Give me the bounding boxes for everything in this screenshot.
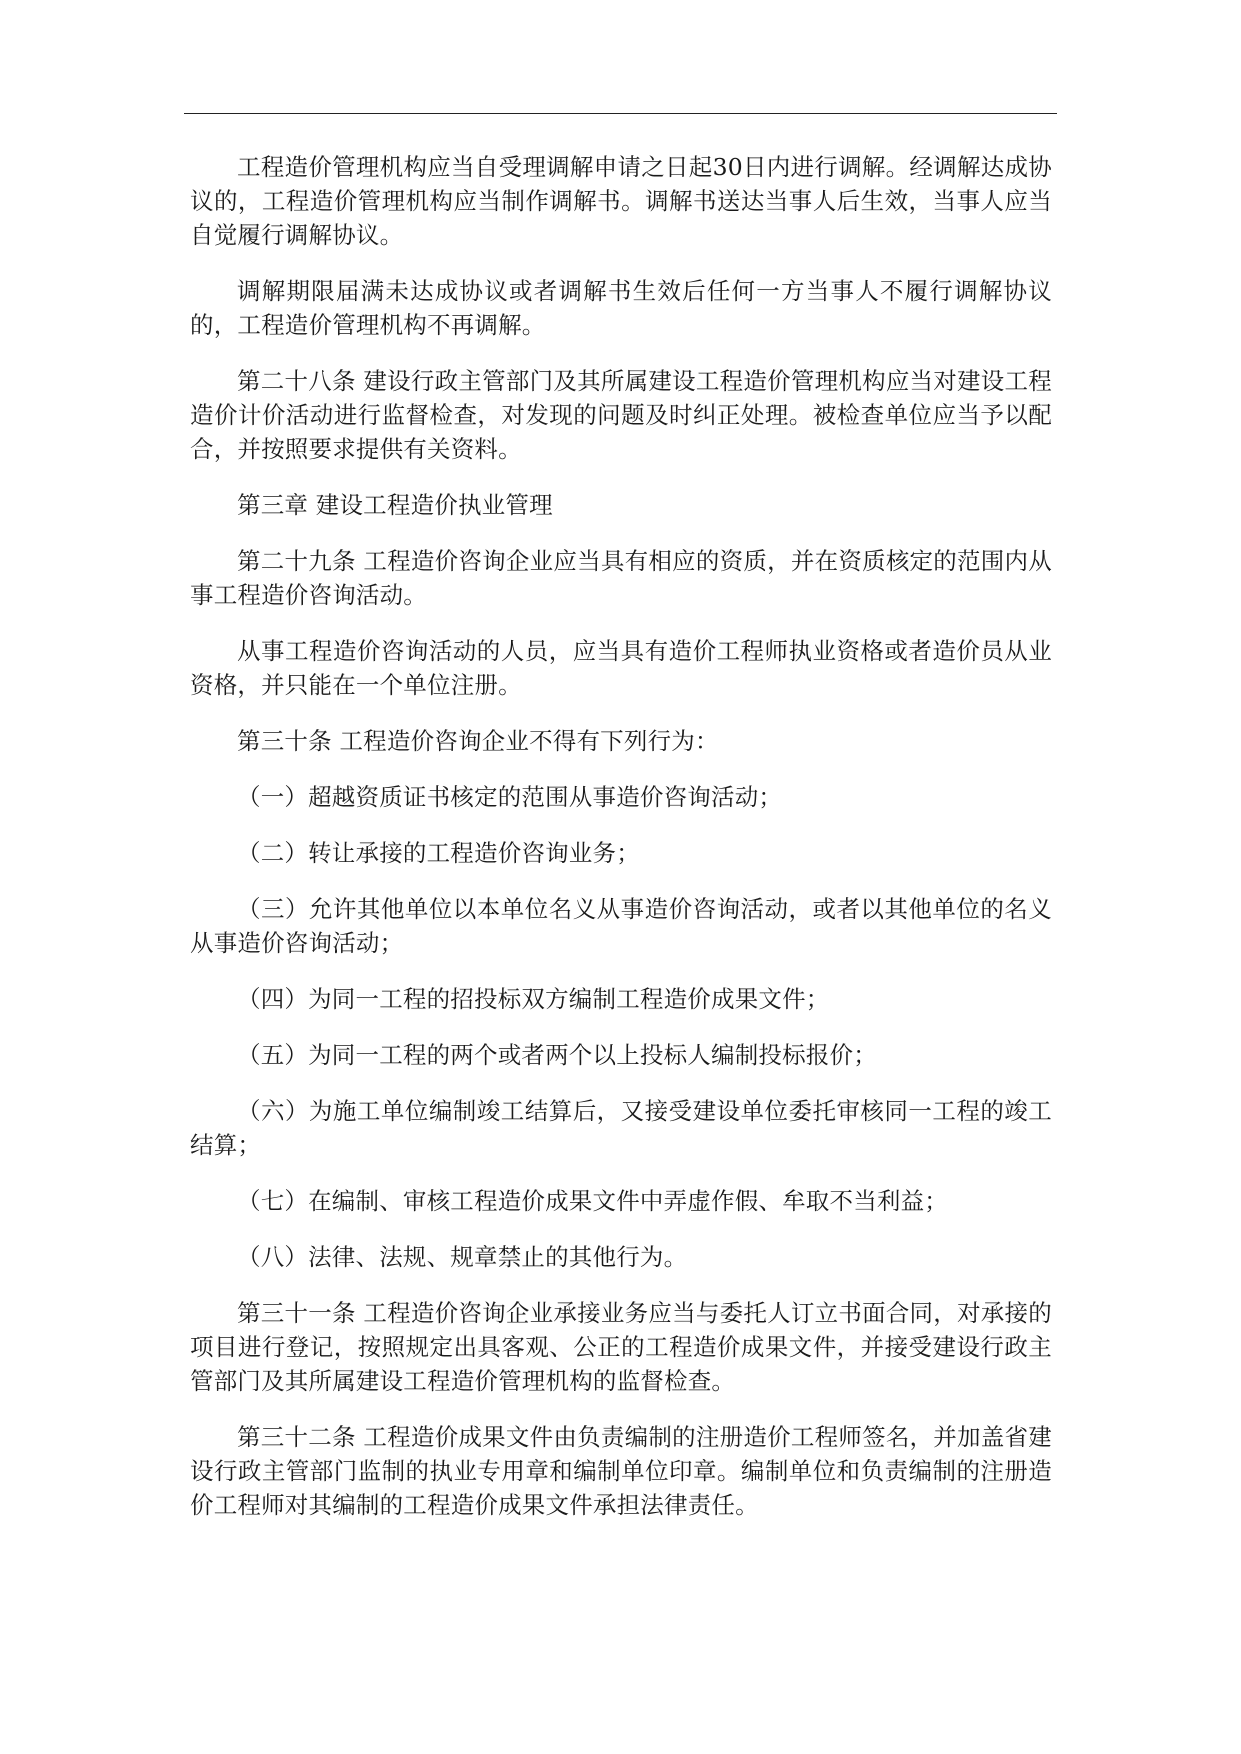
list-item-3: （三）允许其他单位以本单位名义从事造价咨询活动，或者以其他单位的名义从事造价咨询活动； <box>190 895 1052 957</box>
paragraph-mediation-deadline: 工程造价管理机构应当自受理调解申请之日起30日内进行调解。经调解达成协议的，工程造价管理机构应当制作调解书。调解书送达当事人后生效，当事人应当自觉履行调解协议。 <box>190 153 1052 249</box>
article-30: 第三十条 工程造价咨询企业不得有下列行为： <box>237 727 719 755</box>
list-item-1: （一）超越资质证书核定的范围从事造价咨询活动； <box>237 783 783 811</box>
document-body <box>190 150 1052 1544</box>
list-item-7: （七）在编制、审核工程造价成果文件中弄虚作假、牟取不当利益； <box>237 1187 948 1215</box>
article-31: 第三十一条 工程造价咨询企业承接业务应当与委托人订立书面合同，对承接的项目进行登记，按照规定出具客观、公正的工程造价成果文件，并接受建设行政主管部门及其所属建设工程造价管理机构的监督检查。 <box>190 1299 1052 1395</box>
list-item-2: （二）转让承接的工程造价咨询业务； <box>237 839 640 867</box>
paragraph-mediation-expiry: 调解期限届满未达成协议或者调解书生效后任何一方当事人不履行调解协议的，工程造价管理机构不再调解。 <box>190 277 1052 339</box>
list-item-8: （八）法律、法规、规章禁止的其他行为。 <box>237 1243 688 1271</box>
article-28: 第二十八条 建设行政主管部门及其所属建设工程造价管理机构应当对建设工程造价计价活动进行监督检查，对发现的问题及时纠正处理。被检查单位应当予以配合，并按照要求提供有关资料。 <box>190 367 1052 463</box>
chapter-3-heading: 第三章 建设工程造价执业管理 <box>237 491 553 519</box>
list-item-4: （四）为同一工程的招投标双方编制工程造价成果文件； <box>237 985 830 1013</box>
article-29: 第二十九条 工程造价咨询企业应当具有相应的资质，并在资质核定的范围内从事工程造价咨询活动。 <box>190 547 1052 609</box>
list-item-5: （五）为同一工程的两个或者两个以上投标人编制投标报价； <box>237 1041 877 1069</box>
paragraph-personnel-qualification: 从事工程造价咨询活动的人员，应当具有造价工程师执业资格或者造价员从业资格，并只能在一个单位注册。 <box>190 637 1052 699</box>
article-32: 第三十二条 工程造价成果文件由负责编制的注册造价工程师签名，并加盖省建设行政主管部门监制的执业专用章和编制单位印章。编制单位和负责编制的注册造价工程师对其编制的工程造价成果文件承担法律责任。 <box>190 1423 1052 1519</box>
header-rule <box>184 113 1057 114</box>
list-item-6: （六）为施工单位编制竣工结算后，又接受建设单位委托审核同一工程的竣工结算； <box>190 1097 1052 1159</box>
